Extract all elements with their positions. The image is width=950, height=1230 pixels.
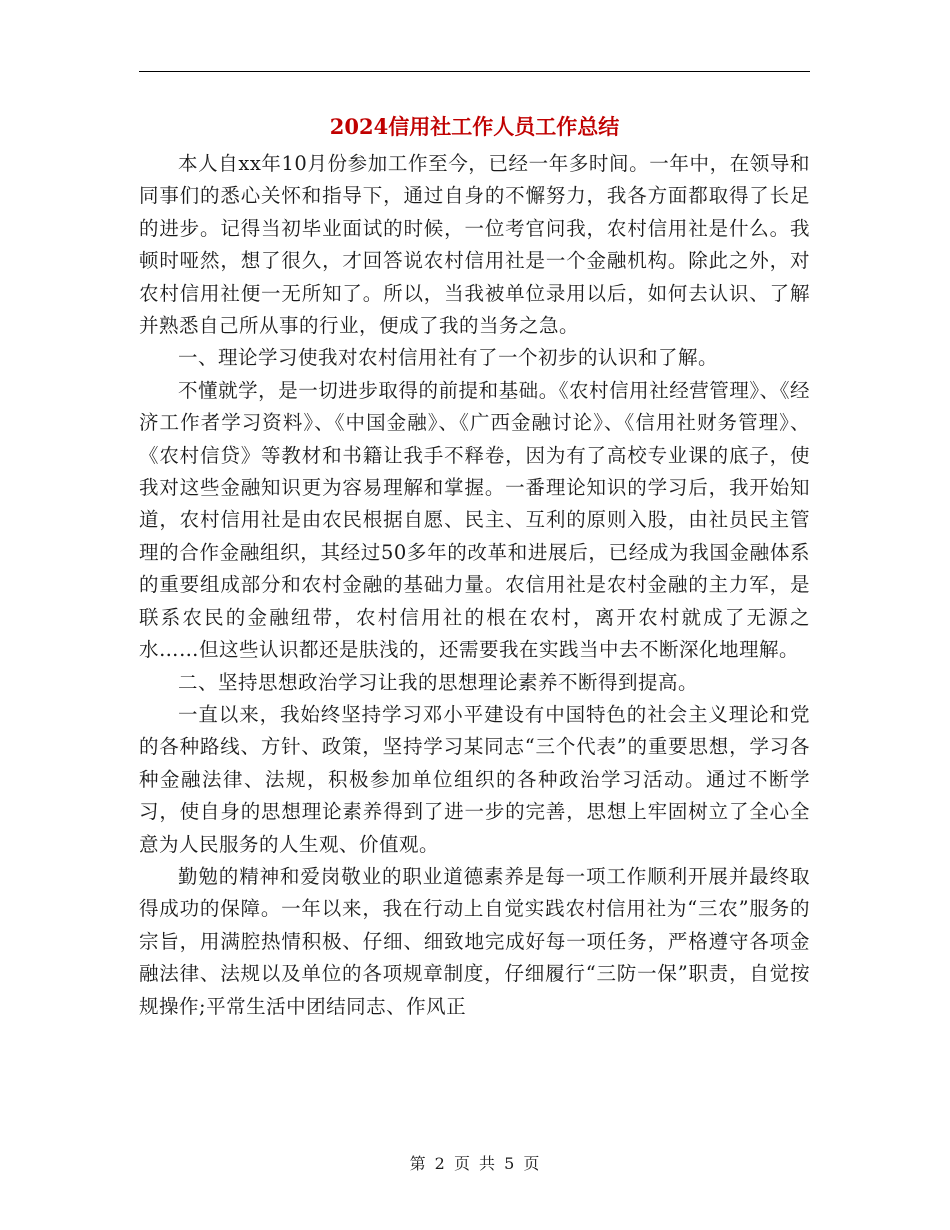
page-footer: 第 2 页 共 5 页: [409, 1154, 540, 1173]
paragraph-diligence: 勤勉的精神和爱岗敬业的职业道德素养是每一项工作顺利开展并最终取得成功的保障。一年以来，我在行动上自觉实践农村信用社为“三农”服务的宗旨，用满腔热情积极、仔细、细致地完成好每一项任务，严格遵守各项金融法律、法规以及单位的各项规章制度，仔细履行“三防一保”职责，自觉按规操作;平常生活中团结同志、作风正: [139, 864, 810, 1018]
document-title: 2024信用社工作人员工作总结: [329, 114, 620, 139]
document-body: [139, 148, 810, 1023]
section-heading-theory: 一、理论学习使我对农村信用社有了一个初步的认识和了解。: [178, 346, 719, 370]
paragraph-politics: 一直以来，我始终坚持学习邓小平建设有中国特色的社会主义理论和党的各种路线、方针、政策，坚持学习某同志“三个代表”的重要思想，学习各种金融法律、法规，积极参加单位组织的各种政治学习活动。通过不断学习，使自身的思想理论素养得到了进一步的完善，思想上牢固树立了全心全意为人民服务的人生观、价值观。: [139, 702, 810, 856]
section-heading-politics: 二、坚持思想政治学习让我的思想理论素养不断得到提高。: [178, 670, 699, 694]
paragraph-intro: 本人自xx年10月份参加工作至今，已经一年多时间。一年中，在领导和同事们的悉心关怀和指导下，通过自身的不懈努力，我各方面都取得了长足的进步。记得当初毕业面试的时候，一位考官问我，农村信用社是什么。我顿时哑然，想了很久，才回答说农村信用社是一个金融机构。除此之外，对农村信用社便一无所知了。所以，当我被单位录用以后，如何去认识、了解并熟悉自己所从事的行业，便成了我的当务之急。: [139, 152, 810, 338]
header-rule: [139, 71, 810, 72]
paragraph-theory: 不懂就学，是一切进步取得的前提和基础。《农村信用社经营管理》、《经济工作者学习资料》、《中国金融》、《广西金融讨论》、《信用社财务管理》、《农村信贷》等教材和书籍让我手不释卷，因为有了高校专业课的底子，使我对这些金融知识更为容易理解和掌握。一番理论知识的学习后，我开始知道，农村信用社是由农民根据自愿、民主、互利的原则入股，由社员民主管理的合作金融组织，其经过50多年的改革和进展后，已经成为我国金融体系的重要组成部分和农村金融的基础力量。农信用社是农村金融的主力军，是联系农民的金融纽带，农村信用社的根在农村，离开农村就成了无源之水……但这些认识都还是肤浅的，还需要我在实践当中去不断深化地理解。: [139, 378, 810, 662]
